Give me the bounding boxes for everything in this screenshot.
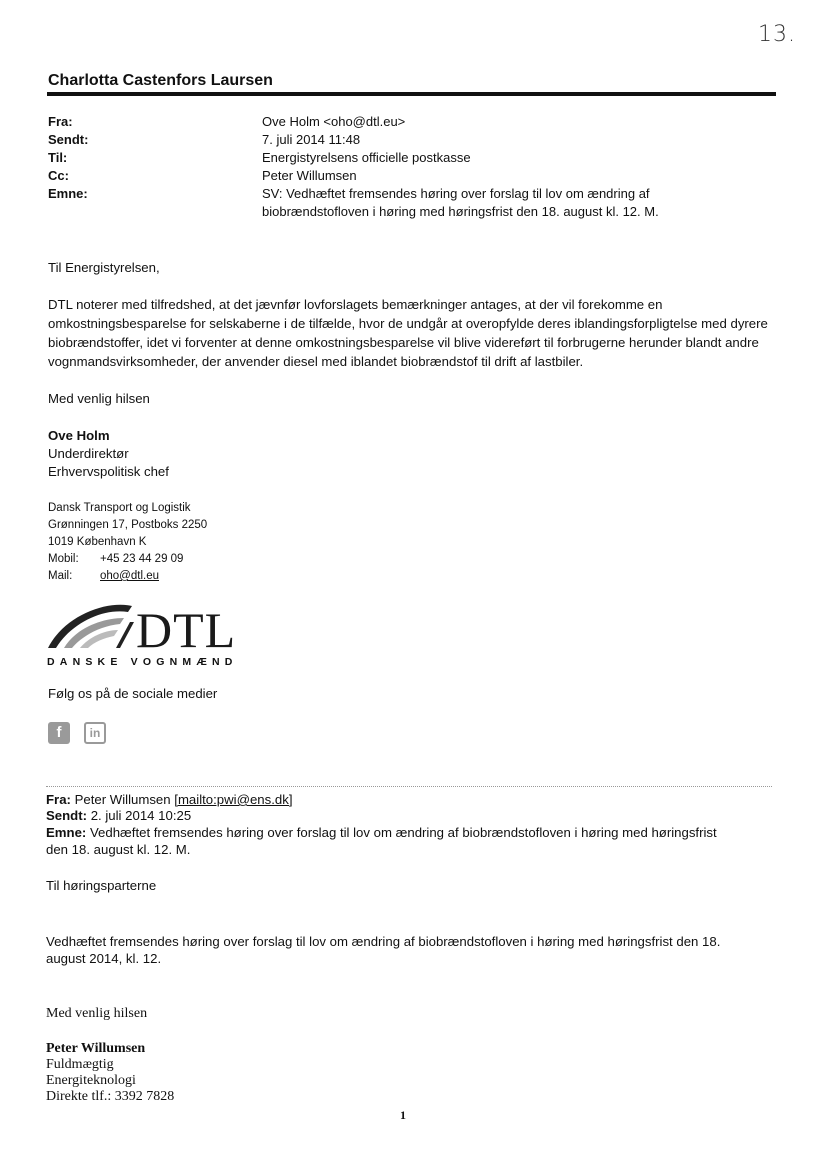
fwd-subject-line-2: den 18. august kl. 12. M.: [46, 842, 191, 857]
signature-address-1: Grønningen 17, Postboks 2250: [48, 519, 208, 531]
fwd-from-mailto-link[interactable]: [mailto:pwi@ens.dk]: [174, 792, 293, 807]
subject-label: Emne:: [48, 186, 88, 201]
signature-name: Ove Holm: [48, 428, 110, 443]
fwd-subject-text-1: Vedhæftet fremsendes høring over forslag til lov om ændring af biobrændstofloven i høring med høringsfrist: [89, 825, 717, 840]
fwd-subject-line-1: [46, 825, 776, 841]
fwd-greeting: Til høringsparterne: [46, 878, 157, 893]
closing: Med venlig hilsen: [48, 391, 150, 406]
sent-value: 7. juli 2014 11:48: [262, 132, 361, 147]
fwd-sig-title: Fuldmægtig: [46, 1057, 114, 1072]
fwd-sent-line: [46, 808, 191, 824]
signature-title-2: Erhvervspolitisk chef: [48, 464, 169, 479]
body-paragraph: DTL noterer med tilfredshed, at det jævnfør lovforslagets bemærkninger antages, at der vil forekomme en omkostningsbesparelse for selskaberne i de tilfælde, hvor de undgår at overopfylde deres iblandingsforpligtelse med dyrere biobrændstoffer, idet vi forventer at denne omkostningsbesparelse vil blive videreført til forbrugerne herunder blandt andre vognmandsvirksomheder, der anvender diesel med iblandet biobrændstof til drift af lastbiler.: [48, 297, 768, 369]
fwd-sig-phone: Direkte tlf.: 3392 7828: [46, 1089, 175, 1104]
fwd-from-line: [46, 792, 292, 808]
forward-separator: [46, 786, 772, 787]
mobile-value: +45 23 44 29 09: [100, 553, 184, 565]
social-heading: Følg os på de sociale medier: [48, 686, 218, 701]
from-value: Ove Holm <oho@dtl.eu>: [262, 114, 406, 129]
to-value: Energistyrelsens officielle postkasse: [262, 150, 471, 165]
cc-label: Cc:: [48, 168, 69, 183]
fwd-closing: Med venlig hilsen: [46, 1006, 148, 1021]
page-number: 1: [400, 1108, 406, 1122]
header-rule: [47, 92, 776, 96]
to-label: Til:: [48, 150, 68, 165]
fwd-sent-label: Sendt:: [46, 808, 88, 823]
greeting: Til Energistyrelsen,: [48, 260, 160, 275]
linkedin-icon[interactable]: in: [84, 722, 106, 744]
signature-address-2: 1019 København K: [48, 536, 147, 548]
fwd-paragraph-line-1: Vedhæftet fremsendes høring over forslag til lov om ændring af biobrændstofloven i høring med høringsfrist den 18.: [46, 934, 721, 949]
signature-org: Dansk Transport og Logistik: [48, 502, 191, 514]
cc-value: Peter Willumsen: [262, 168, 357, 183]
logo-subtitle: DANSKE VOGNMÆND: [47, 656, 238, 668]
fwd-from-label: Fra:: [46, 792, 71, 807]
fwd-subject-label: Emne:: [46, 825, 87, 840]
fwd-paragraph-line-2: august 2014, kl. 12.: [46, 951, 162, 966]
fwd-sig-dept: Energiteknologi: [46, 1073, 136, 1088]
logo-wordmark: DTL: [136, 602, 237, 658]
handwritten-page-number: 13.: [758, 22, 796, 47]
signature-title-1: Underdirektør: [48, 446, 129, 461]
fwd-sig-name: Peter Willumsen: [46, 1041, 146, 1056]
from-label: Fra:: [48, 114, 73, 129]
facebook-icon[interactable]: f: [48, 722, 70, 744]
fwd-sent-value: 2. juli 2014 10:25: [90, 808, 192, 823]
subject-line-2: biobrændstofloven i høring med høringsfrist den 18. august kl. 12. M.: [262, 204, 659, 219]
mail-label: Mail:: [48, 570, 73, 582]
sent-label: Sendt:: [48, 132, 89, 147]
mail-link[interactable]: oho@dtl.eu: [100, 570, 159, 582]
subject-line-1: SV: Vedhæftet fremsendes høring over forslag til lov om ændring af: [262, 186, 650, 201]
mobile-label: Mobil:: [48, 553, 79, 565]
mailbox-owner-name: Charlotta Castenfors Laursen: [48, 72, 273, 89]
fwd-from-value: Peter Willumsen: [74, 792, 171, 807]
